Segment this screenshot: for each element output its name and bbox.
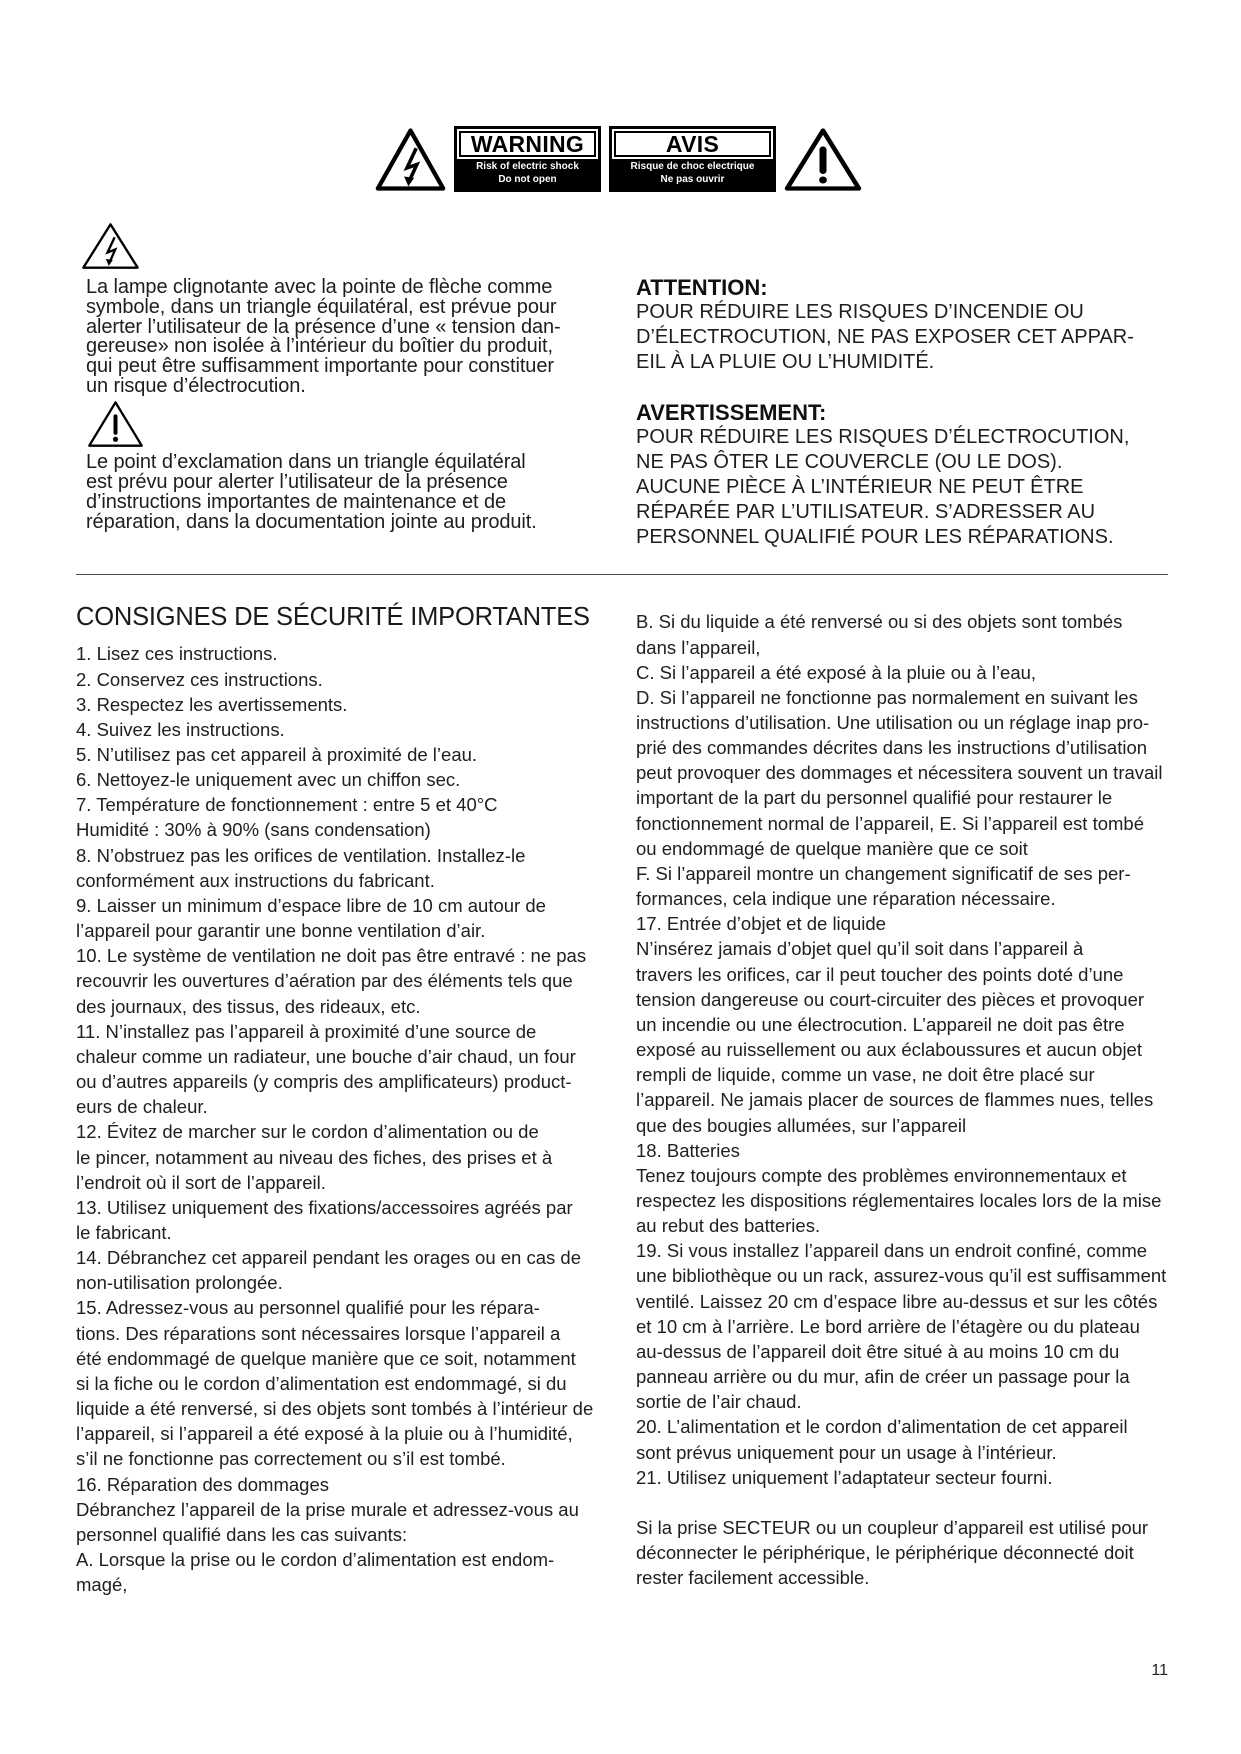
instruction-line: si la fiche ou le cordon d’alimentation est endommagé, si du: [76, 1372, 567, 1394]
instruction-line: 12. Évitez de marcher sur le cordon d’alimentation ou de: [76, 1121, 539, 1143]
instruction-line: l’appareil, si l’appareil a été exposé à la pluie ou à l’humidité,: [76, 1423, 573, 1445]
instruction-line: conformément aux instructions du fabricant.: [76, 869, 435, 891]
instruction-line: eurs de chaleur.: [76, 1096, 208, 1118]
instruction-line: que des bougies allumées, sur l’appareil: [636, 1114, 967, 1136]
instruction-line: et 10 cm à l’arrière. Le bord arrière de l’étagère ou du plateau: [636, 1315, 1140, 1337]
instruction-line: fonctionnement normal de l’appareil, E. Si l’appareil est tombé: [636, 812, 1145, 834]
symbol-description-line: réparation, dans la documentation jointe au produit.: [86, 511, 537, 533]
instruction-line: recouvrir les ouvertures d’aération par des éléments tels que: [76, 970, 573, 992]
instruction-line: instructions d’utilisation. Une utilisation ou un réglage inap pro-: [636, 712, 1150, 734]
exclamation-triangle-icon: [87, 400, 144, 448]
caution-line: NE PAS ÔTER LE COUVERCLE (OU LE DOS).: [636, 451, 1063, 473]
instruction-line: 6. Nettoyez-le uniquement avec un chiffon sec.: [76, 769, 461, 791]
warning-label-subtitle: [457, 159, 598, 189]
instruction-line: travers les orifices, car il peut toucher des points doté d’une: [636, 963, 1124, 985]
symbol-description-line: gereuse» non isolée à l’intérieur du boîtier du produit,: [86, 335, 553, 358]
instruction-line: 7. Température de fonctionnement : entre 5 et 40°C: [76, 794, 498, 816]
symbol-description-line: La lampe clignotante avec la pointe de flèche comme: [86, 276, 553, 298]
caution-line: RÉPARÉE PAR L’UTILISATEUR. S’ADRESSER AU: [636, 501, 1096, 523]
instruction-line: panneau arrière ou du mur, afin de créer un passage pour la: [636, 1366, 1130, 1388]
instruction-line: ou d’autres appareils (y compris des amplificateurs) product-: [76, 1071, 572, 1093]
note-line: rester facilement accessible.: [636, 1567, 870, 1589]
instruction-line: des journaux, des tissus, des rideaux, etc.: [76, 995, 421, 1017]
symbol-description-line: est prévu pour alerter l’utilisateur de la présence: [86, 471, 508, 493]
caution-line: POUR RÉDUIRE LES RISQUES D’INCENDIE OU: [636, 301, 1084, 323]
instruction-line: 16. Réparation des dommages: [76, 1473, 329, 1495]
instruction-line: liquide a été renversé, si des objets sont tombés à l’intérieur de: [76, 1398, 594, 1420]
symbol-description-line: Le point d’exclamation dans un triangle équilatéral: [86, 451, 526, 473]
instruction-line: magé,: [76, 1574, 128, 1596]
avis-label: [609, 126, 776, 192]
symbol-description-line: un risque d’électrocution.: [86, 374, 306, 397]
instruction-line: s’il ne fonctionne pas correctement ou s’il est tombé.: [76, 1448, 506, 1470]
instruction-line: un incendie ou une électrocution. L’appareil ne doit pas être: [636, 1013, 1125, 1035]
instruction-line: tension dangereuse ou court-circuiter des pièces et provoquer: [636, 988, 1145, 1010]
caution-line: POUR RÉDUIRE LES RISQUES D’ÉLECTROCUTION,: [636, 426, 1130, 448]
instruction-line: dans l’appareil,: [636, 636, 761, 658]
instruction-line: 10. Le système de ventilation ne doit pas être entravé : ne pas: [76, 945, 587, 967]
section-title: CONSIGNES DE SÉCURITÉ IMPORTANTES: [76, 603, 590, 631]
symbol-description-line: d’instructions importantes de maintenance et de: [86, 491, 506, 513]
avis-label-line: Risque de choc electrique: [630, 161, 755, 172]
instruction-line: A. Lorsque la prise ou le cordon d’alimentation est endom-: [76, 1549, 555, 1571]
instruction-line: formances, cela indique une réparation nécessaire.: [636, 888, 1056, 910]
instruction-line: été endommagé de quelque manière que ce soit, notamment: [76, 1347, 576, 1369]
instruction-line: rempli de liquide, comme un vase, ne doit être placé sur: [636, 1064, 1095, 1086]
lightning-symbol-description: [86, 278, 561, 397]
warning-label: [454, 126, 601, 192]
instruction-line: D. Si l’appareil ne fonctionne pas normalement en suivant les: [636, 686, 1138, 708]
instruction-line: l’appareil. Ne jamais placer de sources de flammes nues, telles: [636, 1089, 1154, 1111]
instruction-line: une bibliothèque ou un rack, assurez-vous qu’il est suffisamment: [636, 1265, 1167, 1287]
instruction-line: peut provoquer des dommages et nécessitera souvent un travail: [636, 762, 1163, 784]
instruction-line: 13. Utilisez uniquement des fixations/accessoires agréés par: [76, 1196, 573, 1218]
instruction-line: 9. Laisser un minimum d’espace libre de 10 cm autour de: [76, 894, 546, 916]
lightning-triangle-icon: [375, 127, 446, 192]
instruction-line: 1. Lisez ces instructions.: [76, 643, 278, 665]
section-divider: [76, 574, 1168, 575]
warning-label-line: Do not open: [498, 173, 557, 185]
instruction-line: 8. N’obstruez pas les orifices de ventilation. Installez-le: [76, 844, 526, 866]
instruction-line: 18. Batteries: [636, 1139, 740, 1161]
instruction-line: tions. Des réparations sont nécessaires lorsque l’appareil a: [76, 1322, 561, 1344]
instruction-line: 17. Entrée d’objet et de liquide: [636, 913, 886, 935]
instruction-line: 3. Respectez les avertissements.: [76, 693, 348, 715]
instruction-line: 5. N’utilisez pas cet appareil à proximité de l’eau.: [76, 744, 478, 766]
exclamation-triangle-icon: [784, 127, 862, 192]
avertissement-text: [636, 425, 1129, 550]
symbol-description-line: symbole, dans un triangle équilatéral, est prévue pour: [86, 295, 557, 318]
attention-heading: ATTENTION:: [636, 275, 768, 300]
warning-label-line: Risk of electric shock: [476, 161, 579, 172]
instruction-line: sont prévus uniquement pour un usage à l’intérieur.: [636, 1441, 1057, 1463]
instruction-line: 4. Suivez les instructions.: [76, 718, 285, 740]
instruction-line: ventilé. Laissez 20 cm d’espace libre au-dessus et sur les côtés: [636, 1290, 1158, 1312]
caution-line: D’ÉLECTROCUTION, NE PAS EXPOSER CET APPAR-: [636, 326, 1134, 348]
instruction-line: 2. Conservez ces instructions.: [76, 668, 323, 690]
instruction-line: l’endroit où il sort de l’appareil.: [76, 1171, 326, 1193]
instruction-line: non-utilisation prolongée.: [76, 1272, 283, 1294]
note-line: Si la prise SECTEUR ou un coupleur d’appareil est utilisé pour: [636, 1516, 1149, 1538]
instruction-line: l’appareil pour garantir une bonne ventilation d’air.: [76, 920, 486, 942]
avis-label-subtitle: [612, 159, 773, 189]
warning-label-title: WARNING: [457, 129, 598, 159]
instruction-line: personnel qualifié dans les cas suivants:: [76, 1523, 408, 1545]
instruction-line: au rebut des batteries.: [636, 1215, 821, 1237]
instruction-line: respectez les dispositions réglementaires locales lors de la mise: [636, 1189, 1162, 1211]
symbol-description-line: alerter l’utilisateur de la présence d’une « tension dan-: [86, 315, 561, 338]
attention-block: [636, 275, 1134, 375]
instruction-line: 21. Utilisez uniquement l’adaptateur secteur fourni.: [636, 1466, 1053, 1488]
instruction-line: B. Si du liquide a été renversé ou si des objets sont tombés: [636, 611, 1123, 633]
avis-label-title: AVIS: [612, 129, 773, 159]
lightning-triangle-icon: [81, 222, 140, 270]
exclamation-symbol-description: [86, 452, 537, 532]
instruction-line: Débranchez l’appareil de la prise murale et adressez-vous au: [76, 1498, 579, 1520]
page-number: 11: [1151, 1662, 1168, 1679]
attention-text: [636, 300, 1134, 375]
instruction-line: 20. L’alimentation et le cordon d’alimentation de cet appareil: [636, 1416, 1128, 1438]
caution-line: PERSONNEL QUALIFIÉ POUR LES RÉPARATIONS.: [636, 526, 1114, 548]
instruction-line: 11. N’installez pas l’appareil à proximité d’une source de: [76, 1020, 537, 1042]
instruction-line: sortie de l’air chaud.: [636, 1391, 802, 1413]
instruction-line: Humidité : 30% à 90% (sans condensation): [76, 819, 431, 841]
instruction-line: 15. Adressez-vous au personnel qualifié pour les répara-: [76, 1297, 540, 1319]
instruction-line: 19. Si vous installez l’appareil dans un endroit confiné, comme: [636, 1240, 1148, 1262]
disconnect-note: [636, 1515, 1148, 1590]
instruction-line: au-dessus de l’appareil doit être situé à au moins 10 cm du: [636, 1340, 1120, 1362]
instruction-line: C. Si l’appareil a été exposé à la pluie ou à l’eau,: [636, 661, 1037, 683]
instructions-right-column: [636, 609, 1166, 1489]
note-line: déconnecter le périphérique, le périphérique déconnecté doit: [636, 1541, 1134, 1563]
instruction-line: le pincer, notamment au niveau des fiches, des prises et à: [76, 1146, 553, 1168]
instruction-line: le fabricant.: [76, 1221, 172, 1243]
instruction-line: F. Si l’appareil montre un changement significatif de ses per-: [636, 862, 1131, 884]
avis-label-line: Ne pas ouvrir: [660, 173, 725, 185]
instructions-left-column: [76, 641, 593, 1597]
instruction-line: Tenez toujours compte des problèmes environnementaux et: [636, 1164, 1127, 1186]
instruction-line: ou endommagé de quelque manière que ce soit: [636, 837, 1028, 859]
avertissement-heading: AVERTISSEMENT:: [636, 400, 827, 425]
caution-line: AUCUNE PIÈCE À L’INTÉRIEUR NE PEUT ÊTRE: [636, 476, 1084, 498]
instruction-line: exposé au ruissellement ou aux éclaboussures et aucun objet: [636, 1039, 1142, 1061]
symbol-description-line: qui peut être suffisamment importante pour constituer: [86, 355, 554, 378]
instruction-line: N’insérez jamais d’objet quel qu’il soit dans l’appareil à: [636, 938, 1084, 960]
caution-line: EIL À LA PLUIE OU L’HUMIDITÉ.: [636, 351, 935, 373]
avertissement-block: [636, 400, 1129, 550]
instruction-line: prié des commandes décrites dans les instructions d’utilisation: [636, 737, 1148, 759]
instruction-line: 14. Débranchez cet appareil pendant les orages ou en cas de: [76, 1247, 581, 1269]
instruction-line: chaleur comme un radiateur, une bouche d’air chaud, un four: [76, 1045, 576, 1067]
instruction-line: important de la part du personnel qualifié pour restaurer le: [636, 787, 1113, 809]
